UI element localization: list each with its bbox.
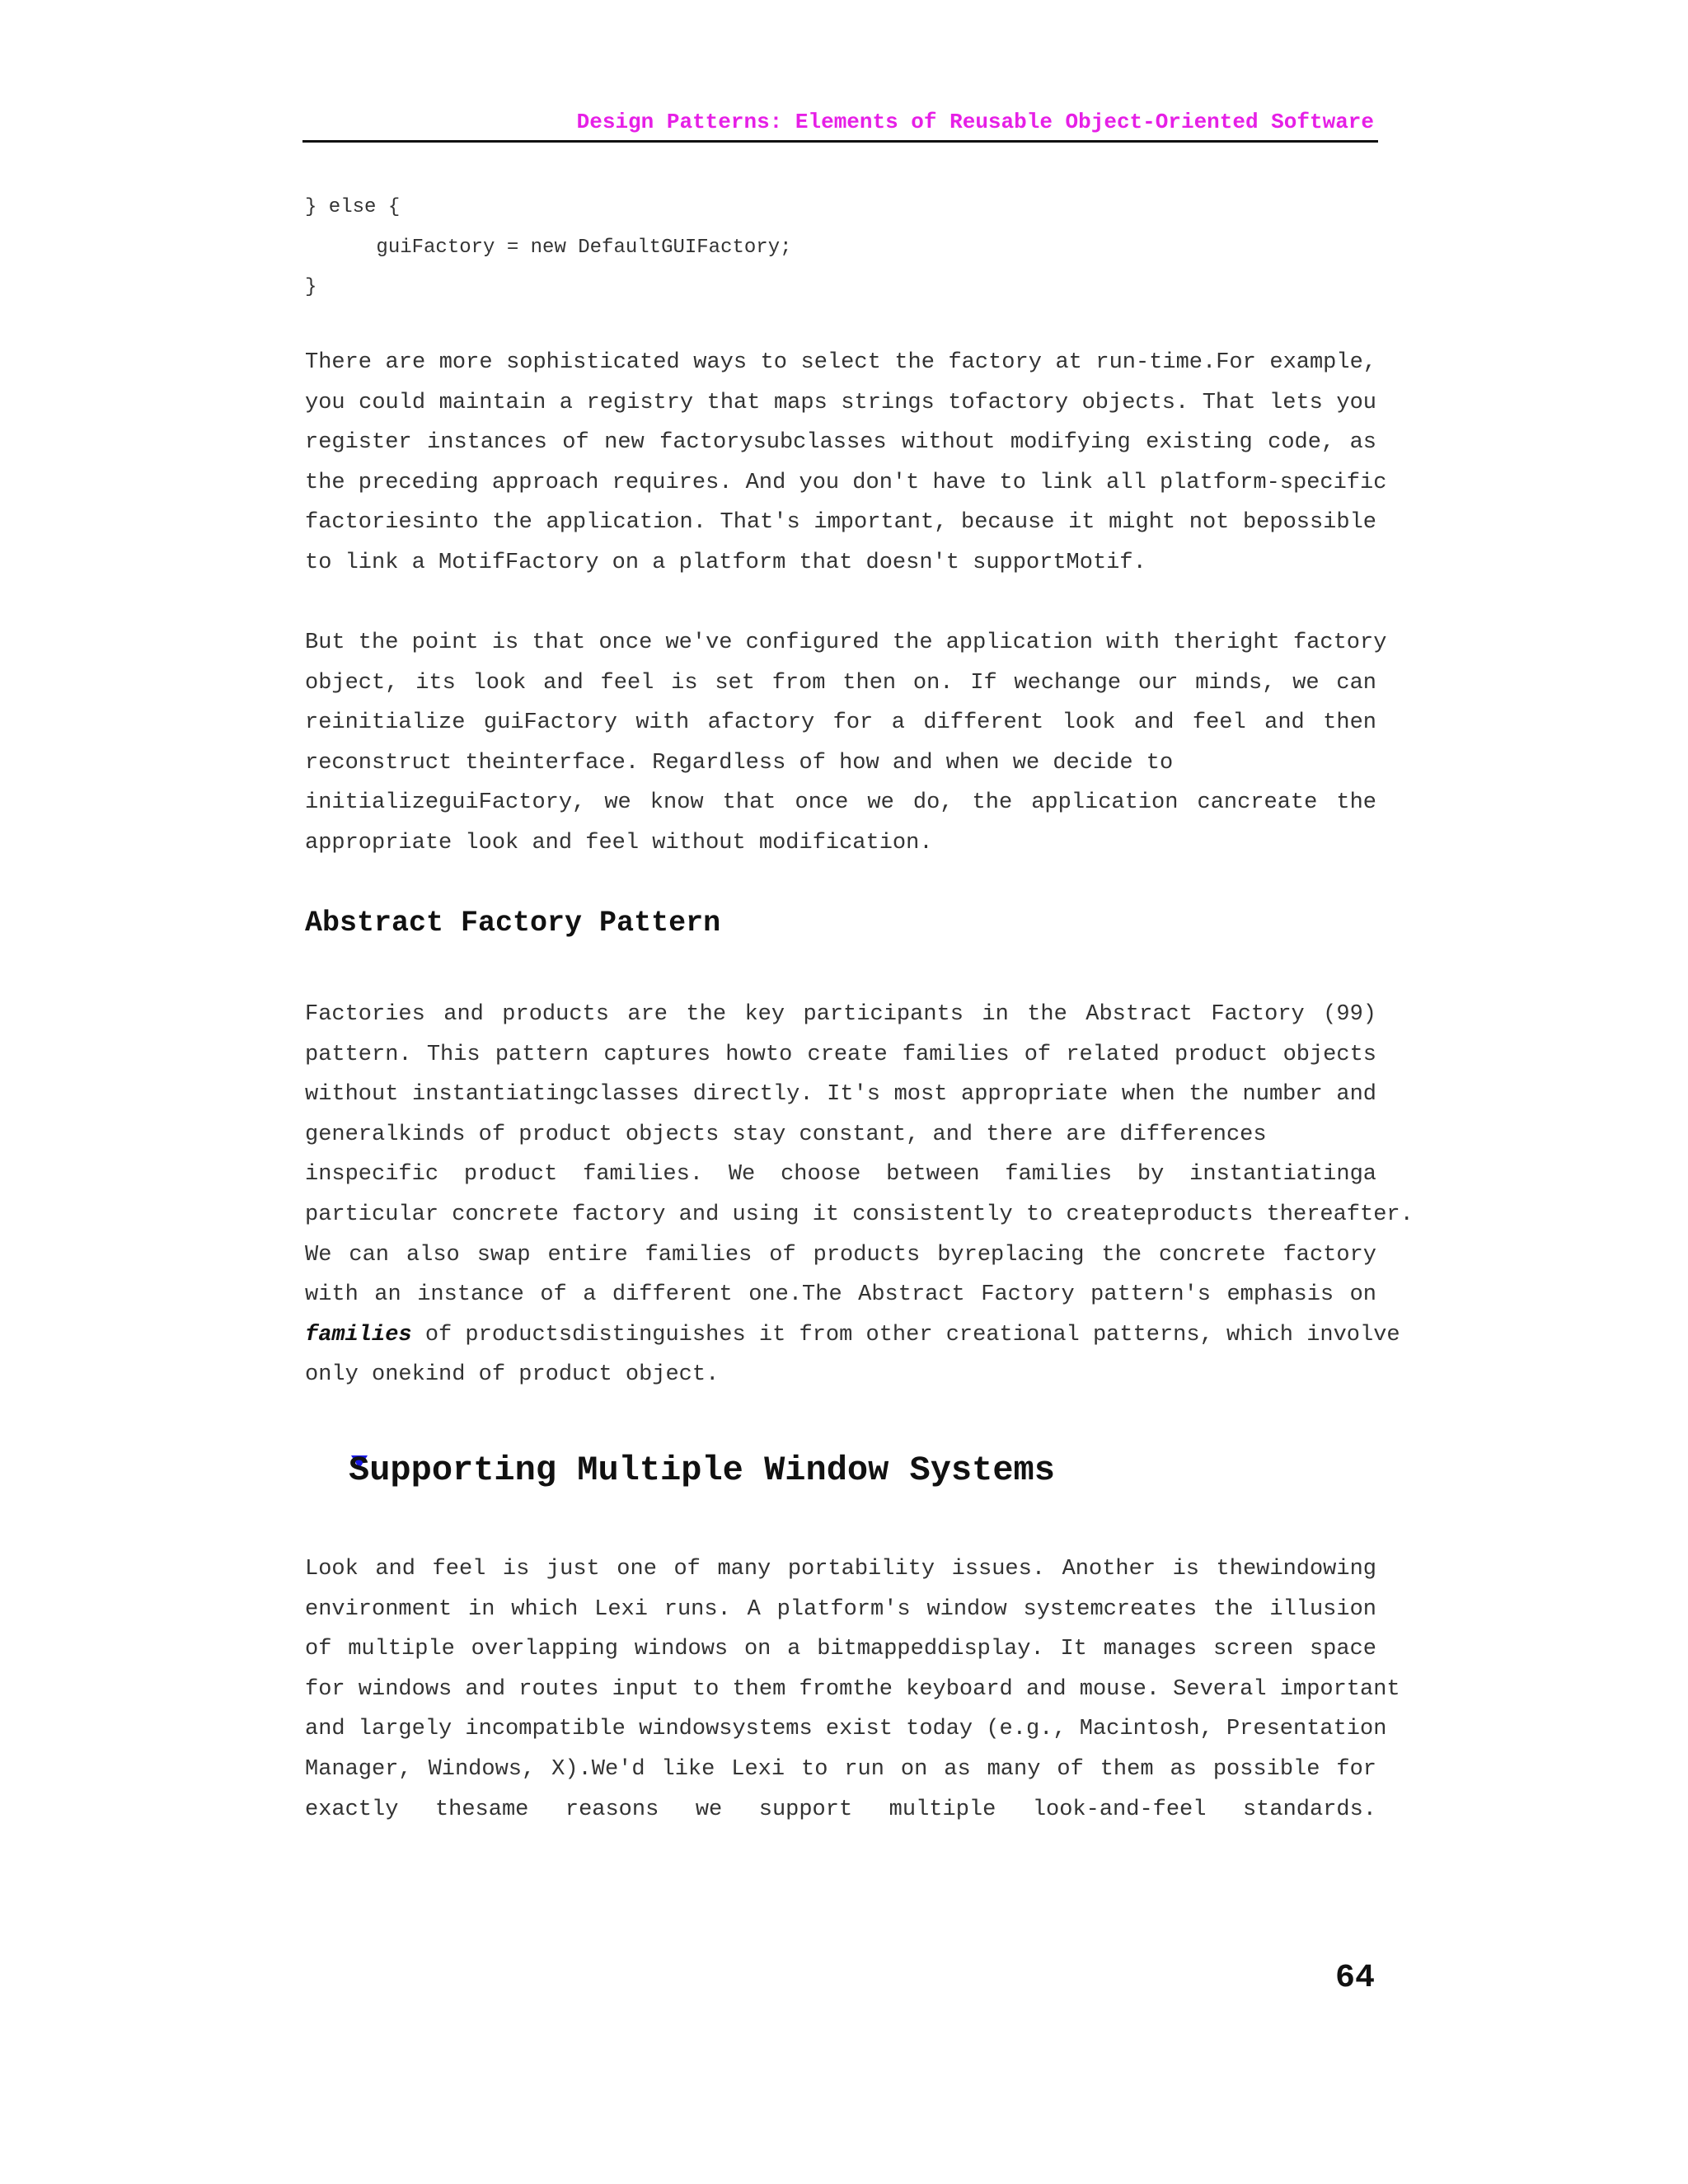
text-line: There are more sophisticated ways to select the factory at run-time.For example, — [305, 350, 1376, 375]
text-line: pattern. This pattern captures howto create families of related product objects — [305, 1042, 1376, 1067]
text-line: the preceding approach requires. And you don't have to link all platform-specific — [305, 470, 1387, 495]
text-line: generalkinds of product objects stay constant, and there are differences — [305, 1122, 1267, 1147]
text-line: exactly thesame reasons we support multiple look-and-feel standards. — [305, 1797, 1376, 1822]
header-rule — [302, 140, 1378, 143]
text-line: only onekind of product object. — [305, 1362, 720, 1388]
text-line — [305, 1315, 1400, 1356]
text-line: appropriate look and feel without modification. — [305, 830, 933, 855]
text-line: with an instance of a different one.The Abstract Factory pattern's emphasis on — [305, 1282, 1376, 1308]
text-line: without instantiatingclasses directly. It's most appropriate when the number and — [305, 1082, 1376, 1108]
page-number: 64 — [1334, 1960, 1375, 1997]
paragraph-factory-selection — [305, 343, 1386, 583]
paragraph-configured-factory — [305, 623, 1386, 864]
text-line: particular concrete factory and using it consistently to createproducts thereafter. — [305, 1202, 1414, 1227]
text-line: reconstruct theinterface. Regardless of how and when we decide to — [305, 750, 1174, 776]
code-line: guiFactory = new DefaultGUIFactory; — [305, 237, 792, 259]
text-line: reinitialize guiFactory with afactory for a different look and feel and then — [305, 710, 1376, 736]
text-line-rest: of productsdistinguishes it from other creational patterns, which involve — [411, 1322, 1400, 1347]
emphasis-families: families — [305, 1322, 412, 1347]
text-line: of multiple overlapping windows on a bitmappeddisplay. It manages screen space — [305, 1637, 1376, 1662]
text-line: and largely incompatible windowsystems exist today (e.g., Macintosh, Presentation — [305, 1717, 1387, 1742]
text-line: inspecific product families. We choose between families by instantiatinga — [305, 1162, 1376, 1188]
text-line: environment in which Lexi runs. A platform's window systemcreates the illusion — [305, 1596, 1376, 1622]
text-line: to link a MotifFactory on a platform that doesn't supportMotif. — [305, 550, 1146, 575]
text-line: factoriesinto the application. That's important, because it might not bepossible — [305, 510, 1376, 536]
section-heading-abstract-factory: Abstract Factory Pattern — [305, 907, 721, 940]
running-header: Design Patterns: Elements of Reusable Object-Oriented Software — [576, 110, 1374, 134]
text-line: Manager, Windows, X).We'd like Lexi to run on as many of them as possible for — [305, 1756, 1376, 1782]
code-line: } else { — [305, 196, 401, 218]
text-line: But the point is that once we've configured the application with theright factory — [305, 630, 1387, 655]
text-line: register instances of new factorysubclasses without modifying existing code, as — [305, 430, 1376, 456]
code-line: } — [305, 276, 317, 298]
text-line: object, its look and feel is set from then on. If wechange our minds, we can — [305, 670, 1376, 696]
section-heading-window-systems: Supporting Multiple Window Systems — [349, 1451, 1055, 1490]
paragraph-abstract-factory — [305, 995, 1414, 1395]
text-line: Look and feel is just one of many portability issues. Another is thewindowing — [305, 1557, 1376, 1582]
text-line: you could maintain a registry that maps strings tofactory objects. That lets you — [305, 390, 1376, 415]
text-line: initializeguiFactory, we know that once we do, the application cancreate the — [305, 790, 1376, 816]
text-line: Factories and products are the key participants in the Abstract Factory (99) — [305, 1002, 1376, 1027]
text-line: We can also swap entire families of products byreplacing the concrete factory — [305, 1242, 1376, 1268]
paragraph-window-systems — [305, 1549, 1400, 1830]
text-line: for windows and routes input to them fromthe keyboard and mouse. Several important — [305, 1676, 1400, 1702]
